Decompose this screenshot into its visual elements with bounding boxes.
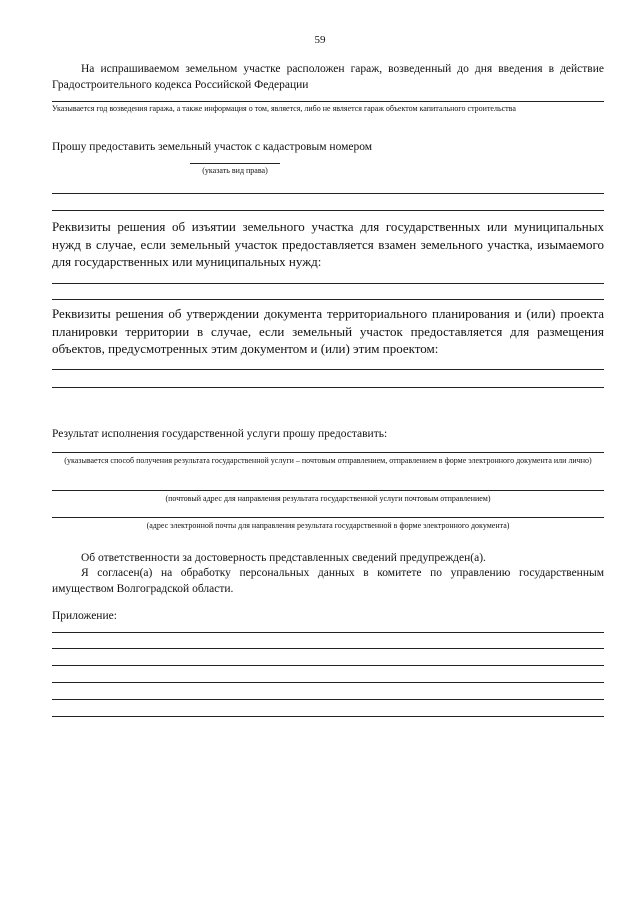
right-type-note: (указать вид права) — [202, 166, 268, 175]
garage-note: Указывается год возведения гаража, а также информация о том, является, либо не является гараж объектом капитального строительства — [52, 104, 516, 113]
planning-paragraph: Реквизиты решения об утверждении документа территориального планирования и (или) проекта планировки территории в случае, если земельный участок предоставляется для размещения объектов, предусмотренных этим документом и (или) этим проектом: — [52, 306, 604, 356]
garage-paragraph: На испрашиваемом земельном участке расположен гараж, возведенный до дня введения в действие Градостроительного кодекса Российской Федерации — [52, 63, 604, 91]
seizure-line-2 — [52, 299, 604, 300]
consent-paragraph: Я согласен(а) на обработку персональных данных в комитете по управлению государственным имуществом Волгоградской области. — [52, 567, 604, 595]
attachment-line-3 — [52, 665, 604, 666]
attachment-line-2 — [52, 648, 604, 649]
result-paragraph: Результат исполнения государственной услуги прошу предоставить: — [52, 428, 388, 440]
responsibility-paragraph: Об ответственности за достоверность представленных сведений предупрежден(а). — [81, 552, 486, 564]
request-paragraph: Прошу предоставить земельный участок с кадастровым номером — [52, 141, 373, 153]
request-line — [52, 193, 604, 194]
right-type-line — [190, 163, 280, 164]
seizure-paragraph: Реквизиты решения об изъятии земельного участка для государственных или муниципальных нужд в случае, если земельный участок предоставляется взамен земельного участка, изымаемого для государственных или муниципальных нужд: — [52, 219, 604, 269]
result-line — [52, 452, 604, 453]
attachment-line-6 — [52, 716, 604, 717]
email-note: (адрес электронной почты для направления результата государственной в форме электронного документа) — [146, 521, 510, 530]
planning-line-2 — [52, 387, 604, 388]
garage-line — [52, 101, 604, 102]
attachment-line-4 — [52, 682, 604, 683]
attachment-line-1 — [52, 632, 604, 633]
seizure-line-1 — [52, 283, 604, 284]
email-line — [52, 517, 604, 518]
result-note: (указывается способ получения результата государственной услуги – почтовым отправлением, отправлением в форме электронного документа или лично) — [64, 456, 592, 465]
postal-note: (почтовый адрес для направления результата государственной услуги почтовым отправлением) — [165, 494, 491, 503]
planning-line-1 — [52, 369, 604, 370]
page-number: 59 — [314, 34, 326, 46]
postal-line — [52, 490, 604, 491]
attachment-line-5 — [52, 699, 604, 700]
request-line-2 — [52, 210, 604, 211]
attachment-label: Приложение: — [52, 610, 117, 622]
